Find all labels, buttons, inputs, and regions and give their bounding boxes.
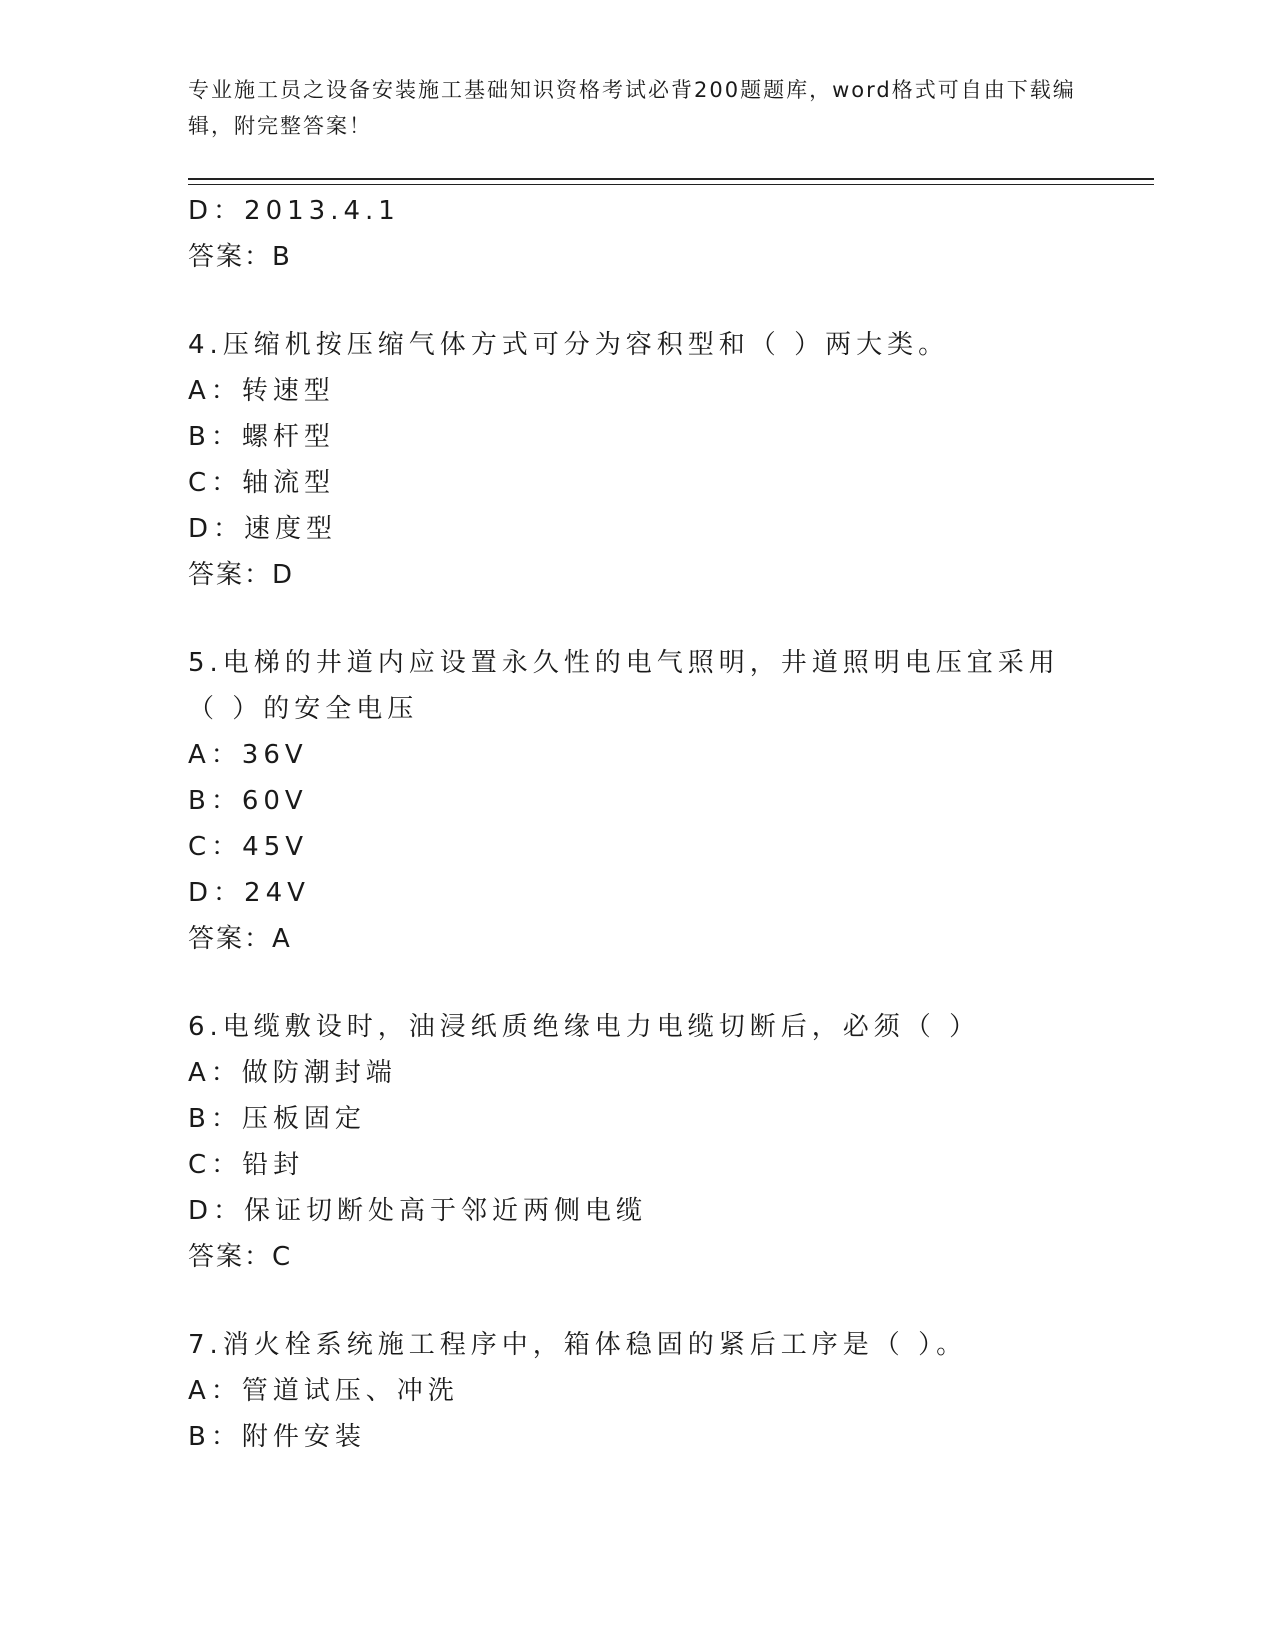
- question-block: [188, 1322, 1148, 1460]
- option-d: D：保证切断处高于邻近两侧电缆: [188, 1196, 648, 1226]
- question-stem: 6.电缆敷设时，油浸纸质绝缘电力电缆切断后，必须（ ）: [188, 1012, 981, 1042]
- option-c: C：45V: [188, 832, 309, 862]
- header-rule-thin: [188, 184, 1154, 185]
- option-b: B：附件安装: [188, 1422, 366, 1452]
- header-rule-thick: [188, 178, 1154, 180]
- option-d: D：24V: [188, 878, 310, 908]
- option-a: A：做防潮封端: [188, 1058, 397, 1088]
- answer-line: 答案：B: [188, 242, 292, 272]
- answer-line: 答案：D: [188, 560, 295, 590]
- option-b: B：螺杆型: [188, 422, 335, 452]
- option-a: A：36V: [188, 740, 308, 770]
- option-d: D：2013.4.1: [188, 196, 400, 226]
- question-block: [188, 640, 1148, 962]
- question-stem: 5.电梯的井道内应设置永久性的电气照明，井道照明电压宜采用（ ）的安全电压: [188, 648, 1060, 724]
- option-b: B：压板固定: [188, 1104, 366, 1134]
- answer-line: 答案：C: [188, 1242, 293, 1272]
- option-b: B：60V: [188, 786, 308, 816]
- option-c: C：轴流型: [188, 468, 336, 498]
- question-list: [188, 188, 1148, 1460]
- document-header: 专业施工员之设备安装施工基础知识资格考试必背200题题库，word格式可自由下载编辑，附完整答案！: [188, 78, 1076, 138]
- option-a: A：转速型: [188, 376, 335, 406]
- question-stem: 7.消火栓系统施工程序中，箱体稳固的紧后工序是（ ）。: [188, 1330, 968, 1360]
- option-c: C：铅封: [188, 1150, 305, 1180]
- option-a: A：管道试压、冲洗: [188, 1376, 459, 1406]
- question-block: [188, 322, 1148, 598]
- answer-line: 答案：A: [188, 924, 292, 954]
- question-stem: 4.压缩机按压缩气体方式可分为容积型和（ ）两大类。: [188, 330, 950, 360]
- option-d: D：速度型: [188, 514, 338, 544]
- question-block: [188, 1004, 1148, 1280]
